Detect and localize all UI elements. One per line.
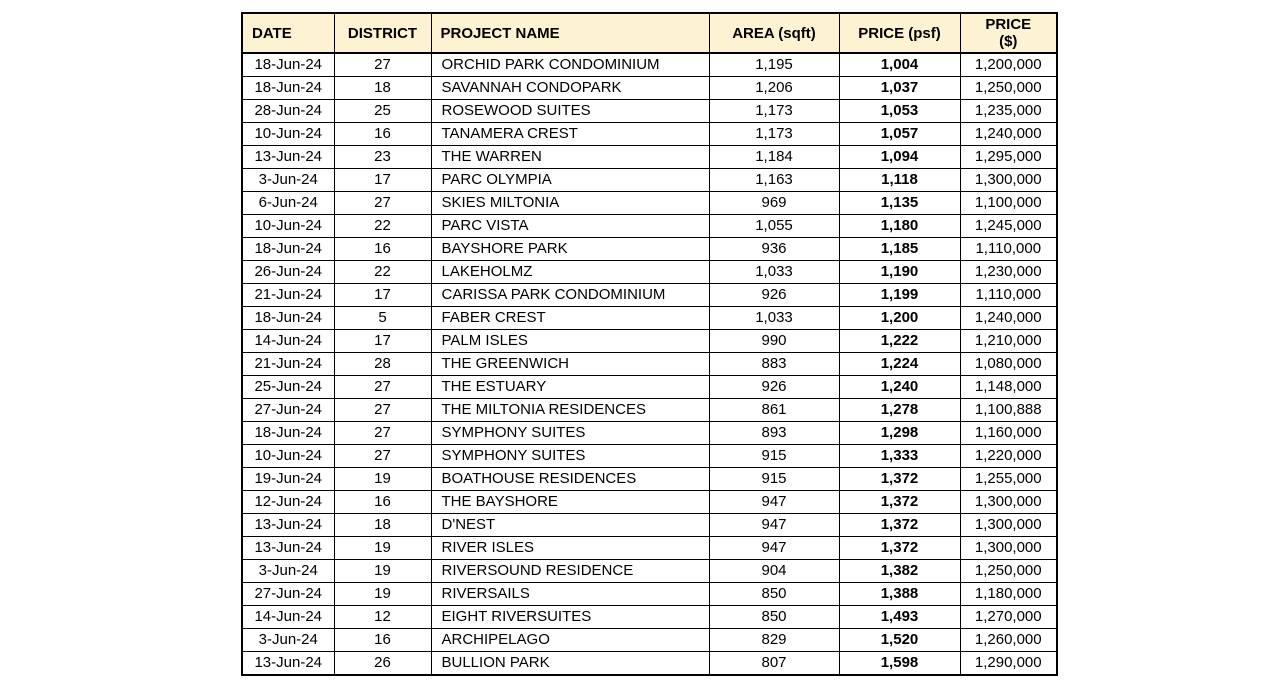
table-row [242,100,1057,123]
cell-price-total: 1,100,000 [960,192,1057,215]
cell-area-sqft: 915 [709,445,839,468]
table-row [242,169,1057,192]
cell-date: 3-Jun-24 [242,169,334,192]
cell-price-psf: 1,118 [839,169,960,192]
cell-date: 14-Jun-24 [242,330,334,353]
cell-price-total: 1,210,000 [960,330,1057,353]
cell-date: 21-Jun-24 [242,353,334,376]
cell-date: 27-Jun-24 [242,399,334,422]
table-row [242,261,1057,284]
cell-district: 12 [334,606,431,629]
cell-area-sqft: 915 [709,468,839,491]
cell-area-sqft: 969 [709,192,839,215]
cell-project-name: BAYSHORE PARK [431,238,709,261]
cell-district: 27 [334,53,431,77]
cell-area-sqft: 850 [709,583,839,606]
table-row [242,146,1057,169]
cell-district: 23 [334,146,431,169]
cell-project-name: D'NEST [431,514,709,537]
cell-price-psf: 1,200 [839,307,960,330]
table-row [242,606,1057,629]
cell-area-sqft: 947 [709,491,839,514]
cell-price-psf: 1,278 [839,399,960,422]
cell-district: 19 [334,468,431,491]
table-row [242,192,1057,215]
header-district: DISTRICT [334,13,431,53]
cell-area-sqft: 1,195 [709,53,839,77]
cell-price-total: 1,270,000 [960,606,1057,629]
table-row [242,238,1057,261]
cell-project-name: SYMPHONY SUITES [431,422,709,445]
cell-district: 17 [334,330,431,353]
cell-project-name: SKIES MILTONIA [431,192,709,215]
cell-district: 28 [334,353,431,376]
cell-price-total: 1,300,000 [960,537,1057,560]
cell-district: 19 [334,537,431,560]
cell-price-psf: 1,222 [839,330,960,353]
table-row [242,307,1057,330]
cell-price-total: 1,295,000 [960,146,1057,169]
cell-project-name: PALM ISLES [431,330,709,353]
cell-date: 18-Jun-24 [242,53,334,77]
cell-date: 26-Jun-24 [242,261,334,284]
cell-date: 12-Jun-24 [242,491,334,514]
table-row [242,560,1057,583]
cell-price-total: 1,235,000 [960,100,1057,123]
cell-price-psf: 1,224 [839,353,960,376]
cell-project-name: LAKEHOLMZ [431,261,709,284]
cell-area-sqft: 947 [709,537,839,560]
cell-date: 18-Jun-24 [242,238,334,261]
header-row [242,13,1057,53]
header-price-psf: PRICE (psf) [839,13,960,53]
cell-project-name: SAVANNAH CONDOPARK [431,77,709,100]
cell-area-sqft: 947 [709,514,839,537]
cell-district: 16 [334,491,431,514]
cell-project-name: RIVER ISLES [431,537,709,560]
cell-price-total: 1,245,000 [960,215,1057,238]
cell-project-name: THE WARREN [431,146,709,169]
cell-district: 22 [334,261,431,284]
cell-area-sqft: 1,033 [709,261,839,284]
table-row [242,376,1057,399]
cell-date: 10-Jun-24 [242,123,334,146]
table-row [242,53,1057,77]
cell-price-total: 1,110,000 [960,284,1057,307]
cell-district: 27 [334,376,431,399]
cell-project-name: PARC VISTA [431,215,709,238]
cell-price-total: 1,200,000 [960,53,1057,77]
cell-district: 22 [334,215,431,238]
cell-district: 27 [334,192,431,215]
table-row [242,353,1057,376]
cell-area-sqft: 904 [709,560,839,583]
cell-price-total: 1,290,000 [960,652,1057,676]
cell-date: 13-Jun-24 [242,146,334,169]
cell-district: 26 [334,652,431,676]
cell-project-name: THE MILTONIA RESIDENCES [431,399,709,422]
cell-price-total: 1,180,000 [960,583,1057,606]
table-body [242,53,1057,675]
cell-project-name: BOATHOUSE RESIDENCES [431,468,709,491]
cell-project-name: FABER CREST [431,307,709,330]
cell-price-psf: 1,004 [839,53,960,77]
cell-district: 17 [334,284,431,307]
cell-area-sqft: 883 [709,353,839,376]
cell-price-psf: 1,199 [839,284,960,307]
table-row [242,284,1057,307]
cell-date: 28-Jun-24 [242,100,334,123]
cell-price-psf: 1,053 [839,100,960,123]
cell-area-sqft: 1,173 [709,123,839,146]
cell-area-sqft: 861 [709,399,839,422]
cell-project-name: THE BAYSHORE [431,491,709,514]
cell-date: 3-Jun-24 [242,560,334,583]
cell-price-psf: 1,240 [839,376,960,399]
cell-district: 19 [334,560,431,583]
cell-date: 6-Jun-24 [242,192,334,215]
cell-project-name: SYMPHONY SUITES [431,445,709,468]
cell-district: 16 [334,629,431,652]
cell-price-psf: 1,037 [839,77,960,100]
cell-project-name: EIGHT RIVERSUITES [431,606,709,629]
cell-price-psf: 1,520 [839,629,960,652]
cell-price-psf: 1,372 [839,537,960,560]
table-row [242,583,1057,606]
cell-price-psf: 1,372 [839,514,960,537]
table-row [242,422,1057,445]
cell-date: 10-Jun-24 [242,215,334,238]
cell-price-total: 1,240,000 [960,307,1057,330]
cell-price-psf: 1,180 [839,215,960,238]
table-row [242,123,1057,146]
cell-project-name: RIVERSAILS [431,583,709,606]
cell-area-sqft: 926 [709,284,839,307]
cell-price-psf: 1,372 [839,468,960,491]
cell-price-total: 1,250,000 [960,560,1057,583]
cell-price-total: 1,160,000 [960,422,1057,445]
cell-district: 27 [334,445,431,468]
cell-district: 16 [334,238,431,261]
cell-area-sqft: 990 [709,330,839,353]
cell-price-psf: 1,135 [839,192,960,215]
cell-price-total: 1,255,000 [960,468,1057,491]
cell-price-total: 1,148,000 [960,376,1057,399]
cell-project-name: BULLION PARK [431,652,709,676]
table-row [242,491,1057,514]
cell-area-sqft: 1,163 [709,169,839,192]
cell-date: 13-Jun-24 [242,537,334,560]
cell-project-name: RIVERSOUND RESIDENCE [431,560,709,583]
table-row [242,77,1057,100]
cell-district: 17 [334,169,431,192]
cell-price-total: 1,260,000 [960,629,1057,652]
cell-project-name: THE GREENWICH [431,353,709,376]
header-price-total: PRICE ($) [960,13,1057,53]
cell-price-total: 1,220,000 [960,445,1057,468]
cell-district: 19 [334,583,431,606]
table-row [242,330,1057,353]
cell-project-name: ORCHID PARK CONDOMINIUM [431,53,709,77]
cell-price-total: 1,240,000 [960,123,1057,146]
cell-area-sqft: 926 [709,376,839,399]
header-area-sqft: AREA (sqft) [709,13,839,53]
cell-price-total: 1,300,000 [960,169,1057,192]
cell-price-psf: 1,598 [839,652,960,676]
cell-area-sqft: 1,033 [709,307,839,330]
table-row [242,215,1057,238]
cell-price-psf: 1,298 [839,422,960,445]
cell-price-total: 1,100,888 [960,399,1057,422]
cell-area-sqft: 829 [709,629,839,652]
cell-price-total: 1,080,000 [960,353,1057,376]
cell-district: 16 [334,123,431,146]
cell-date: 18-Jun-24 [242,77,334,100]
cell-date: 25-Jun-24 [242,376,334,399]
table-row [242,652,1057,676]
cell-area-sqft: 1,184 [709,146,839,169]
cell-price-psf: 1,094 [839,146,960,169]
cell-date: 27-Jun-24 [242,583,334,606]
cell-price-total: 1,300,000 [960,514,1057,537]
cell-price-psf: 1,372 [839,491,960,514]
cell-district: 5 [334,307,431,330]
table-row [242,537,1057,560]
cell-date: 19-Jun-24 [242,468,334,491]
cell-price-psf: 1,185 [839,238,960,261]
cell-date: 3-Jun-24 [242,629,334,652]
cell-price-psf: 1,493 [839,606,960,629]
cell-date: 13-Jun-24 [242,652,334,676]
cell-project-name: ROSEWOOD SUITES [431,100,709,123]
cell-project-name: TANAMERA CREST [431,123,709,146]
table-row [242,445,1057,468]
table-row [242,399,1057,422]
cell-project-name: PARC OLYMPIA [431,169,709,192]
cell-price-total: 1,110,000 [960,238,1057,261]
cell-price-total: 1,230,000 [960,261,1057,284]
cell-date: 18-Jun-24 [242,307,334,330]
table-row [242,629,1057,652]
cell-area-sqft: 1,206 [709,77,839,100]
cell-price-total: 1,250,000 [960,77,1057,100]
cell-area-sqft: 936 [709,238,839,261]
cell-date: 13-Jun-24 [242,514,334,537]
cell-area-sqft: 807 [709,652,839,676]
cell-price-total: 1,300,000 [960,491,1057,514]
cell-district: 27 [334,399,431,422]
cell-date: 10-Jun-24 [242,445,334,468]
header-date: DATE [242,13,334,53]
table-row [242,468,1057,491]
table-row [242,514,1057,537]
cell-project-name: ARCHIPELAGO [431,629,709,652]
cell-price-psf: 1,382 [839,560,960,583]
cell-area-sqft: 893 [709,422,839,445]
property-transactions-table [241,12,1058,676]
cell-date: 14-Jun-24 [242,606,334,629]
cell-price-psf: 1,190 [839,261,960,284]
cell-date: 18-Jun-24 [242,422,334,445]
cell-district: 18 [334,514,431,537]
cell-area-sqft: 1,173 [709,100,839,123]
cell-area-sqft: 1,055 [709,215,839,238]
cell-district: 27 [334,422,431,445]
table-header [242,13,1057,53]
cell-price-psf: 1,333 [839,445,960,468]
cell-project-name: THE ESTUARY [431,376,709,399]
cell-project-name: CARISSA PARK CONDOMINIUM [431,284,709,307]
cell-date: 21-Jun-24 [242,284,334,307]
cell-price-psf: 1,388 [839,583,960,606]
cell-district: 18 [334,77,431,100]
cell-district: 25 [334,100,431,123]
cell-area-sqft: 850 [709,606,839,629]
header-project-name: PROJECT NAME [431,13,709,53]
cell-price-psf: 1,057 [839,123,960,146]
